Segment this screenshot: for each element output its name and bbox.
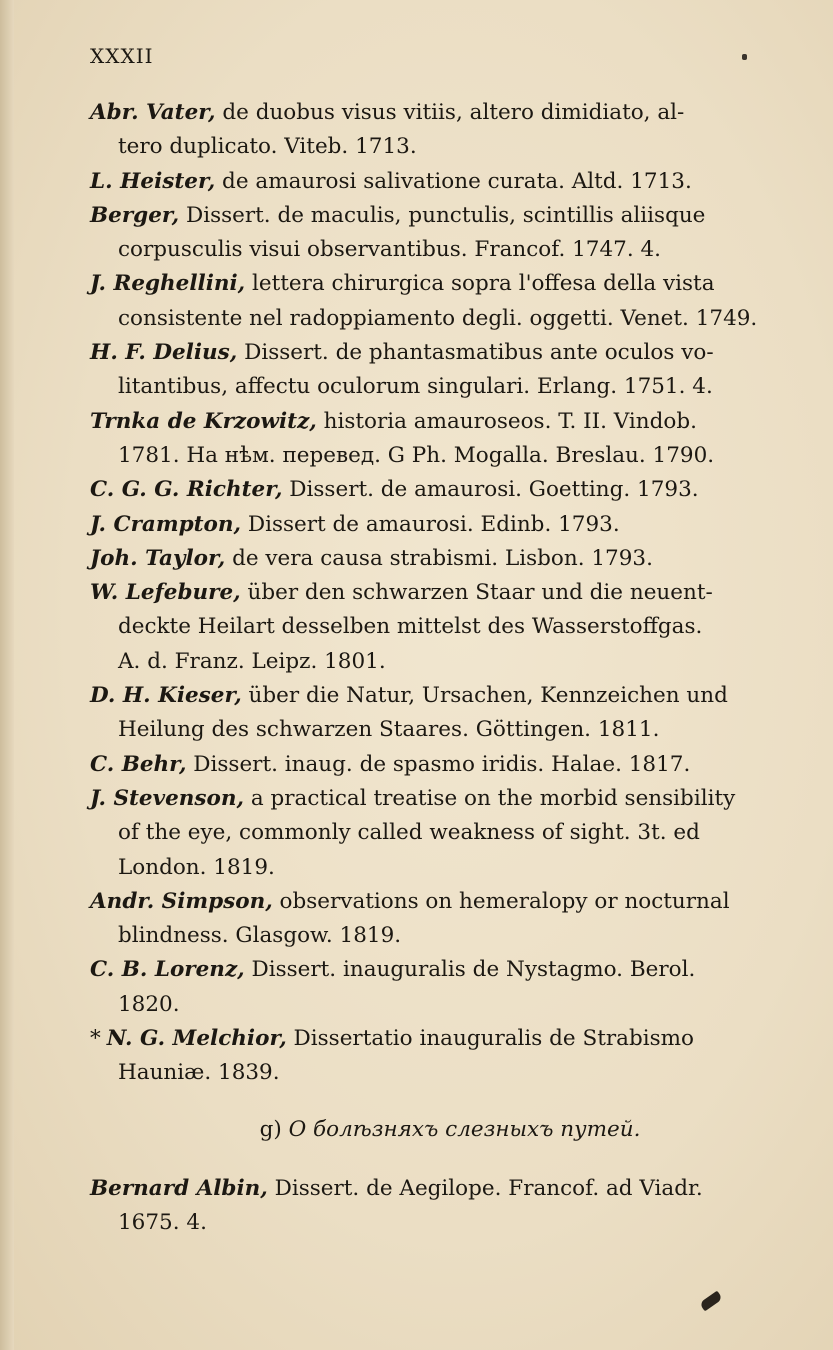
- section-title: О болѣзняхъ слезныхъ путей.: [288, 1116, 641, 1142]
- entry-text: Dissert. inauguralis de Nystagmo. Berol. 1820.: [118, 957, 696, 1017]
- entry-text: observations on hemeralopy or nocturnal blindness. Glasgow. 1819.: [118, 888, 730, 949]
- bibliography-entry: [90, 782, 770, 885]
- entry-author: J. Crampton,: [90, 511, 242, 537]
- bibliography: [90, 96, 770, 1240]
- entry-author: J. Stevenson,: [90, 785, 244, 811]
- entry-author: Abr. Vater,: [90, 100, 216, 125]
- bibliography-entry: [90, 1172, 770, 1241]
- entry-author: Trnka de Krzowitz,: [90, 408, 317, 434]
- ink-spot: [742, 54, 747, 60]
- bibliography-entry: [90, 542, 770, 576]
- entry-text: Dissert. de Aegilope. Francof. ad Viadr. 1675. 4.: [118, 1175, 703, 1235]
- bibliography-entry: [90, 473, 770, 507]
- bibliography-entry: [90, 267, 770, 336]
- entry-author: H. F. Delius,: [90, 340, 238, 366]
- entry-author: W. Lefebure,: [90, 580, 241, 606]
- entry-text: de vera causa strabismi. Lisbon. 1793.: [225, 545, 653, 571]
- entry-text: Dissertatio inauguralis de Strabismo Hauniæ. 1839.: [118, 1026, 694, 1086]
- bibliography-entry: [90, 953, 770, 1022]
- entry-text: Dissert. de phantasmatibus ante oculos vo- litantibus, affectu oculorum singulari. Erlang. 1751. 4.: [118, 340, 714, 400]
- bibliography-entries: [90, 96, 770, 1091]
- entry-author: C. G. G. Richter,: [90, 477, 283, 503]
- entry-author: Joh. Taylor,: [90, 545, 226, 571]
- entry-text: Dissert. de maculis, punctulis, scintillis aliisque corpusculis visui observantibus. Francof. 1747. 4.: [118, 202, 706, 263]
- bibliography-entry: [90, 576, 770, 679]
- section-heading: [90, 1117, 770, 1142]
- entry-text: Dissert. inaug. de spasmo iridis. Halae. 1817.: [186, 751, 691, 777]
- page-binding-edge: [0, 0, 14, 1350]
- entry-text: über die Natur, Ursachen, Kennzeichen und Heilung des schwarzen Staares. Göttingen. 1811.: [118, 683, 728, 743]
- entry-author: Bernard Albin,: [90, 1175, 268, 1201]
- bibliography-entry: [90, 1022, 770, 1091]
- entry-author: N. G. Melchior,: [106, 1026, 287, 1052]
- entry-author: L. Heister,: [90, 168, 216, 194]
- bibliography-entry: [90, 199, 770, 268]
- entry-author: C. Behr,: [90, 751, 187, 777]
- entry-author: Berger,: [90, 202, 180, 228]
- ink-smudge: [699, 1291, 723, 1312]
- asterisk-mark: *: [90, 1026, 101, 1052]
- entry-text: Dissert de amaurosi. Edinb. 1793.: [241, 511, 620, 537]
- bibliography-entry: [90, 679, 770, 748]
- entry-text: a practical treatise on the morbid sensibility of the eye, commonly called weakness of sight. 3t. ed London. 1819.: [118, 785, 736, 880]
- section-letter: g): [259, 1116, 282, 1142]
- entry-text: historia amauroseos. T. II. Vindob. 1781. На нѣм. перевед. G Ph. Mogalla. Breslau. 1790.: [118, 408, 715, 468]
- entry-author: J. Reghellini,: [90, 271, 246, 297]
- bibliography-entry: [90, 748, 770, 782]
- entry-text: Dissert. de amaurosi. Goetting. 1793.: [282, 477, 699, 503]
- entry-text: lettera chirurgica sopra l'offesa della vista consistente nel radoppiamento degli. oggetti. Venet. 1749.: [118, 271, 758, 331]
- entry-text: über den schwarzen Staar und die neuent- deckte Heilart desselben mittelst des Wasserstoffgas. A. d. Franz. Leipz. 1801.: [118, 580, 713, 674]
- bibliography-entries-after: [90, 1172, 770, 1241]
- page-number: XXXII: [90, 44, 154, 68]
- entry-text: de duobus visus vitiis, altero dimidiato, al- tero duplicato. Viteb. 1713.: [118, 100, 685, 160]
- entry-text: de amaurosi salivatione curata. Altd. 1713.: [215, 168, 692, 194]
- bibliography-entry: [90, 405, 770, 474]
- entry-author: Andr. Simpson,: [90, 888, 273, 914]
- entry-author: C. B. Lorenz,: [90, 957, 245, 983]
- bibliography-entry: [90, 165, 770, 199]
- bibliography-entry: [90, 508, 770, 542]
- entry-author: D. H. Kieser,: [90, 683, 242, 709]
- bibliography-entry: [90, 885, 770, 954]
- bibliography-entry: [90, 336, 770, 405]
- bibliography-entry: [90, 96, 770, 165]
